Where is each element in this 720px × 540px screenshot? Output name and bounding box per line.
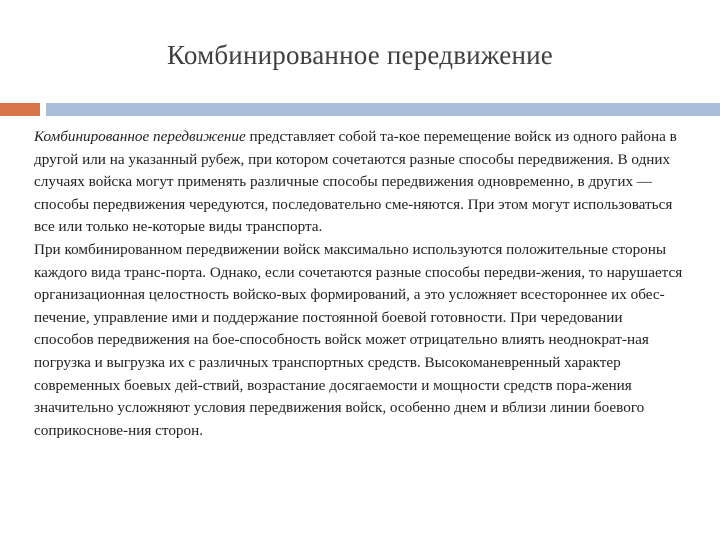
slide-body — [34, 126, 684, 442]
paragraph-1-text: представляет собой та-кое перемещение войск из одного района в другой или на указанный рубеж, при котором сочетаются разные способы передвижения. В одних случаях войска могут применять различные способы передвижения одновременно, в других — способы передвижения чередуются, последовательно сме-няются. При этом могут использоваться все или только не-которые виды транспорта. — [34, 128, 677, 236]
title-accent-bar — [46, 103, 720, 116]
paragraph-1 — [34, 126, 684, 239]
title-accent-block — [0, 103, 40, 116]
slide-title: Комбинированное передвижение — [167, 40, 553, 70]
term-highlight: Комбинированное передвижение — [34, 128, 246, 145]
paragraph-2: При комбинированном передвижении войск максимально используются положительные стороны каждого вида транс-порта. Однако, если сочетаются разные способы передви-жения, то нарушается организационная целостность войско-вых формирований, а это усложняет всестороннее их обес-печение, управление ими и поддержание постоянной боевой готовности. При чередовании способов передвижения на бое-способность войск может отрицательно влиять неоднократ-ная погрузка и выгрузка их с различных транспортных средств. Высокоманевренный характер современных боевых дей-ствий, возрастание досягаемости и мощности средств пора-жения значительно усложняют условия передвижения войск, особенно днем и вблизи линии боевого соприкоснове-ния сторон. — [34, 240, 683, 439]
